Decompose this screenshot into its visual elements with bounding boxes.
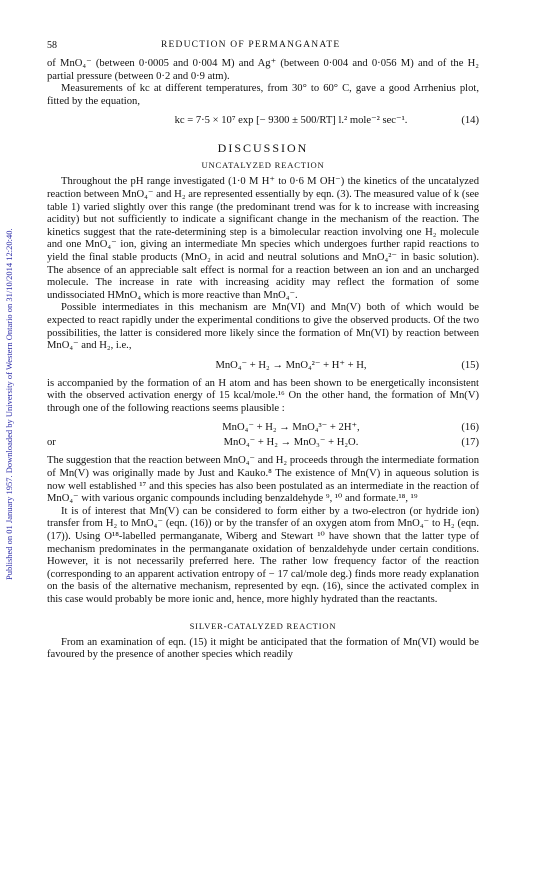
intro-paragraph-1: of MnO₄⁻ (between 0·0005 and 0·004 M) and Ag⁺ (between 0·004 and 0·056 M) and of the H₂ partial pressure (between 0·2 and 0·9 atm). [47, 58, 479, 82]
equation-14-body: kc = 7·5 × 10⁷ exp [− 9300 ± 500/RT] l.² mole⁻² sec⁻¹. [174, 115, 408, 127]
equation-17-or: or [47, 437, 56, 449]
equation-17-number: (17) [461, 437, 479, 449]
equation-16 [47, 421, 479, 434]
running-header [47, 40, 479, 51]
discussion-paragraph-4: The suggestion that the reaction between MnO₄⁻ and H₂ proceeds through the intermediate formation of Mn(V) was originally made by Just and Kauko.⁸ The existence of Mn(V) in aqueous solution is now well established ¹⁷ and this species has also been postulated as an intermediate in the reaction of MnO₄⁻ with various organic compounds including benzaldehyde ⁹, ¹⁰ and formate.¹⁸, ¹⁹ [47, 455, 479, 505]
discussion-paragraph-2: Possible intermediates in this mechanism are Mn(VI) and Mn(V) both of which would be expected to react rapidly under the experimental conditions to give the observed products. Of the two possibilities, the latter is considered more likely since the formation of Mn(VI) by reaction between MnO₄⁻ and H₂, i.e., [47, 302, 479, 352]
equation-14-number: (14) [461, 115, 479, 127]
equation-15 [47, 359, 479, 372]
equation-17-body: MnO₄⁻ + H₂ → MnO₃⁻ + H₂O. [223, 437, 359, 449]
equation-17 [47, 436, 479, 449]
discussion-paragraph-3: is accompanied by the formation of an H atom and has been shown to be energetically inconsistent with the observed activation energy of 15 kcal/mole.¹⁶ On the other hand, the formation of Mn(V) through one of the following reactions seems plausible : [47, 377, 479, 414]
equation-15-number: (15) [461, 359, 479, 371]
discussion-paragraph-5: It is of interest that Mn(V) can be considered to form either by a two-electron (or hydride ion) transfer from H₂ to MnO₄⁻ (eqn. (16)) or by the transfer of an oxygen atom from MnO₄⁻ to H₂ (eqn. (17)). Using O¹⁸-labelled permanganate, Wiberg and Stewart ¹⁰ have shown that the latter type of mechanism predominates in the permanganate oxidation of benzaldehyde under certain conditions. However, it is not necessarily preferred here. The rather low frequency factor of the reaction (corresponding to an apparent activation entropy of − 17 cal/mole deg.) finds more ready explanation on the basis of the alternative mechanism, represented by eqn. (16), since the activated complex in this case would probably be more ionic and, hence, more highly hydrated than the reactants. [47, 505, 479, 605]
page-number: 58 [47, 40, 57, 51]
intro-paragraph-2: Measurements of kc at different temperatures, from 30° to 60° C, gave a good Arrhenius plot, fitted by the equation, [47, 83, 479, 107]
article-page [47, 40, 479, 662]
equation-16-body: MnO₄⁻ + H₂ → MnO₄³⁻ + 2H⁺, [222, 422, 360, 434]
download-watermark [4, 80, 16, 580]
uncatalyzed-heading: UNCATALYZED REACTION [201, 160, 325, 171]
equation-14 [47, 114, 479, 127]
running-title: REDUCTION OF PERMANGANATE [161, 40, 341, 50]
download-watermark-text: Published on 01 January 1957. Downloaded by University of Western Ontario on 31/10/2014 12:20:40. [4, 228, 14, 580]
silver-catalyzed-heading: SILVER-CATALYZED REACTION [189, 620, 337, 631]
equation-15-body: MnO₄⁻ + H₂ → MnO₄²⁻ + H⁺ + H, [215, 359, 367, 371]
equation-16-number: (16) [461, 422, 479, 434]
discussion-paragraph-6: From an examination of eqn. (15) it might be anticipated that the formation of Mn(VI) would be favoured by the presence of another species which readily [47, 636, 479, 661]
discussion-paragraph-1: Throughout the pH range investigated (1·0 M H⁺ to 0·6 M OH⁻) the kinetics of the uncatalyzed reaction between MnO₄⁻ and H₂ are represented essentially by eqn. (3). The measured value of k (see table 1) varied slightly over this range (the predominant trend was for k to increase with increasing acidity) but not sufficiently to indicate a significant change in the mechanism of the reaction. The kinetics suggest that the rate-determining step is a bimolecular reaction involving one H₂ molecule and one MnO₄⁻ ion, giving an intermediate Mn species which undergoes further rapid reactions to yield the final stable products (MnO₂ in acid and neutral solutions and MnO₄²⁻ in basic solution). The absence of an appreciable salt effect is normal for a reaction between an ion and an uncharged molecule. The increase in rate with increasing acidity may reflect the formation of some undissociated HMnO₄ which is more reactive than MnO₄⁻. [47, 176, 479, 301]
discussion-heading: DISCUSSION [217, 141, 309, 156]
